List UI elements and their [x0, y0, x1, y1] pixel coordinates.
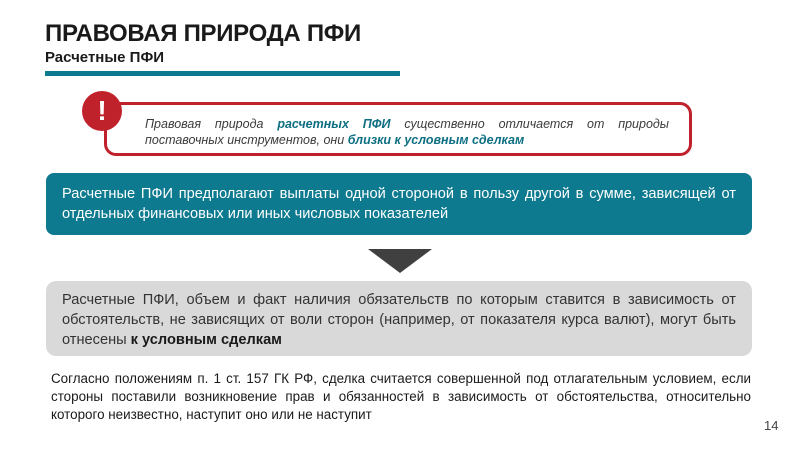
- civil-code-footnote: Согласно положениям п. 1 ст. 157 ГК РФ, сделка считается совершенной под отлагательным условием, если стороны поставили возникновение прав и обязанностей в зависимость от обстоятельства, относительно которого неизвестно, наступит оно или не наступит: [51, 371, 751, 422]
- title-underline: [45, 71, 400, 76]
- callout-text: [145, 116, 669, 148]
- down-arrow-icon: [368, 249, 432, 273]
- callout-highlight: расчетных ПФИ: [277, 117, 391, 131]
- settlement-definition-box: [46, 173, 752, 235]
- conditional-deal-text-part: Расчетные ПФИ, объем и факт наличия обязательств по которым ставится в зависимость от обстоятельств, не зависящих от воли сторон (например, от показателя курса валют), могут быть отнесены: [62, 292, 736, 348]
- callout-text-part: Правовая природа: [145, 117, 278, 131]
- exclamation-icon: !: [82, 91, 122, 131]
- conditional-deal-highlight: к условным сделкам: [130, 332, 282, 348]
- callout-text-part: существенно отличается от природы поставочных инструментов, они: [145, 117, 669, 147]
- conditional-deal-box: [46, 281, 752, 356]
- conditional-deal-text: [62, 290, 736, 350]
- callout-highlight: близки к условным сделкам: [347, 133, 525, 147]
- callout-box: [104, 102, 692, 156]
- page-number: 14: [764, 418, 779, 433]
- page-title: ПРАВОВАЯ ПРИРОДА ПФИ: [45, 20, 361, 47]
- page-subtitle: Расчетные ПФИ: [45, 49, 165, 66]
- settlement-definition-text: Расчетные ПФИ предполагают выплаты одной стороной в пользу другой в сумме, зависящей от отдельных финансовых или иных числовых показателей: [62, 186, 736, 222]
